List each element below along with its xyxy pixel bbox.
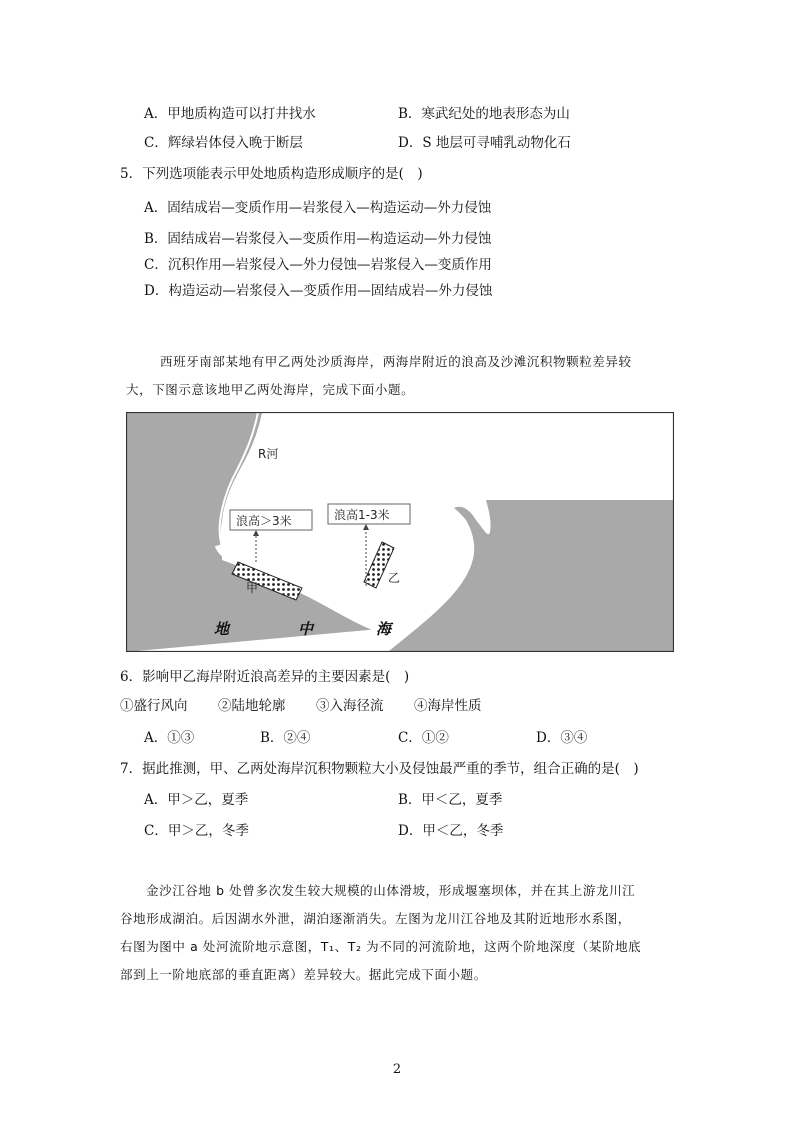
sea-label-2: 中 <box>298 620 314 638</box>
q5-option-d: D．构造运动—岩浆侵入—变质作用—固结成岩—外力侵蚀 <box>144 283 493 299</box>
q7-option-c: C．甲＞乙，冬季 <box>144 823 249 839</box>
wave-label-left: 浪高＞3米 <box>236 514 292 528</box>
intro-1-line-1: 西班牙南部某地有甲乙两处沙质海岸，两海岸附近的浪高及沙滩沉积物颗粒差异较 <box>160 354 632 369</box>
intro-2-line-1: 金沙江谷地 b 处曾多次发生较大规模的山体滑坡，形成堰塞坝体，并在其上游龙川江 <box>146 883 636 898</box>
intro-2-line-3: 右图为图中 a 处河流阶地示意图，T₁、T₂ 为不同的河流阶地，这两个阶地深度（某阶地底 <box>120 939 642 954</box>
q6-option-a: A．①③ <box>144 730 195 746</box>
q6-factor-1: ①盛行风向 <box>120 698 188 714</box>
q4-option-b: B．寒武纪处的地表形态为山 <box>398 106 570 122</box>
intro-2-line-2: 谷地形成湖泊。后因湖水外泄，湖泊逐渐消失。左图为龙川江谷地及其附近地形水系图， <box>120 911 631 926</box>
q6-factor-3: ③入海径流 <box>316 698 384 714</box>
intro-1-line-2: 大，下图示意该地甲乙两处海岸，完成下面小题。 <box>126 382 415 397</box>
q5-stem: 5．下列选项能表示甲处地质构造形成顺序的是( ) <box>120 166 423 182</box>
sea-label-3: 海 <box>376 620 392 638</box>
q4-option-d: D．S 地层可寻哺乳动物化石 <box>398 135 571 151</box>
page-number: 2 <box>392 1062 402 1077</box>
intro-paragraph-1 <box>126 348 632 404</box>
q4-option-a: A．甲地质构造可以打井找水 <box>144 106 316 122</box>
q7-option-d: D．甲＜乙，冬季 <box>398 823 504 839</box>
q7-stem: 7．据此推测，甲、乙两处海岸沉积物颗粒大小及侵蚀最严重的季节，组合正确的是( ) <box>120 761 639 777</box>
beach-jia-label: 甲 <box>246 581 259 595</box>
q4-option-c: C．辉绿岩体侵入晚于断层 <box>144 135 303 151</box>
q5-option-c: C．沉积作用—岩浆侵入—外力侵蚀—岩浆侵入—变质作用 <box>144 257 492 273</box>
coast-map <box>126 412 674 652</box>
intro-paragraph-2 <box>120 877 641 989</box>
q7-option-b: B．甲＜乙，夏季 <box>398 792 503 808</box>
q6-stem: 6．影响甲乙海岸附近浪高差异的主要因素是( ) <box>120 669 410 685</box>
q6-option-c: C．①② <box>398 730 449 746</box>
q5-option-a: A．固结成岩—变质作用—岩浆侵入—构造运动—外力侵蚀 <box>144 200 492 216</box>
beach-yi-label: 乙 <box>388 571 401 585</box>
sea-label-1: 地 <box>214 620 230 638</box>
q6-factor-2: ②陆地轮廓 <box>218 698 286 714</box>
q7-option-a: A．甲＞乙，夏季 <box>144 792 249 808</box>
wave-label-right: 浪高1-3米 <box>334 508 390 522</box>
intro-2-line-4: 部到上一阶地底部的垂直距离）差异较大。据此完成下面小题。 <box>120 967 487 982</box>
q6-factor-4: ④海岸性质 <box>414 698 482 714</box>
q6-option-b: B．②④ <box>260 730 311 746</box>
q6-option-d: D．③④ <box>536 730 588 746</box>
river-label: R河 <box>258 447 279 461</box>
q5-option-b: B．固结成岩—岩浆侵入—变质作用—构造运动—外力侵蚀 <box>144 231 492 247</box>
